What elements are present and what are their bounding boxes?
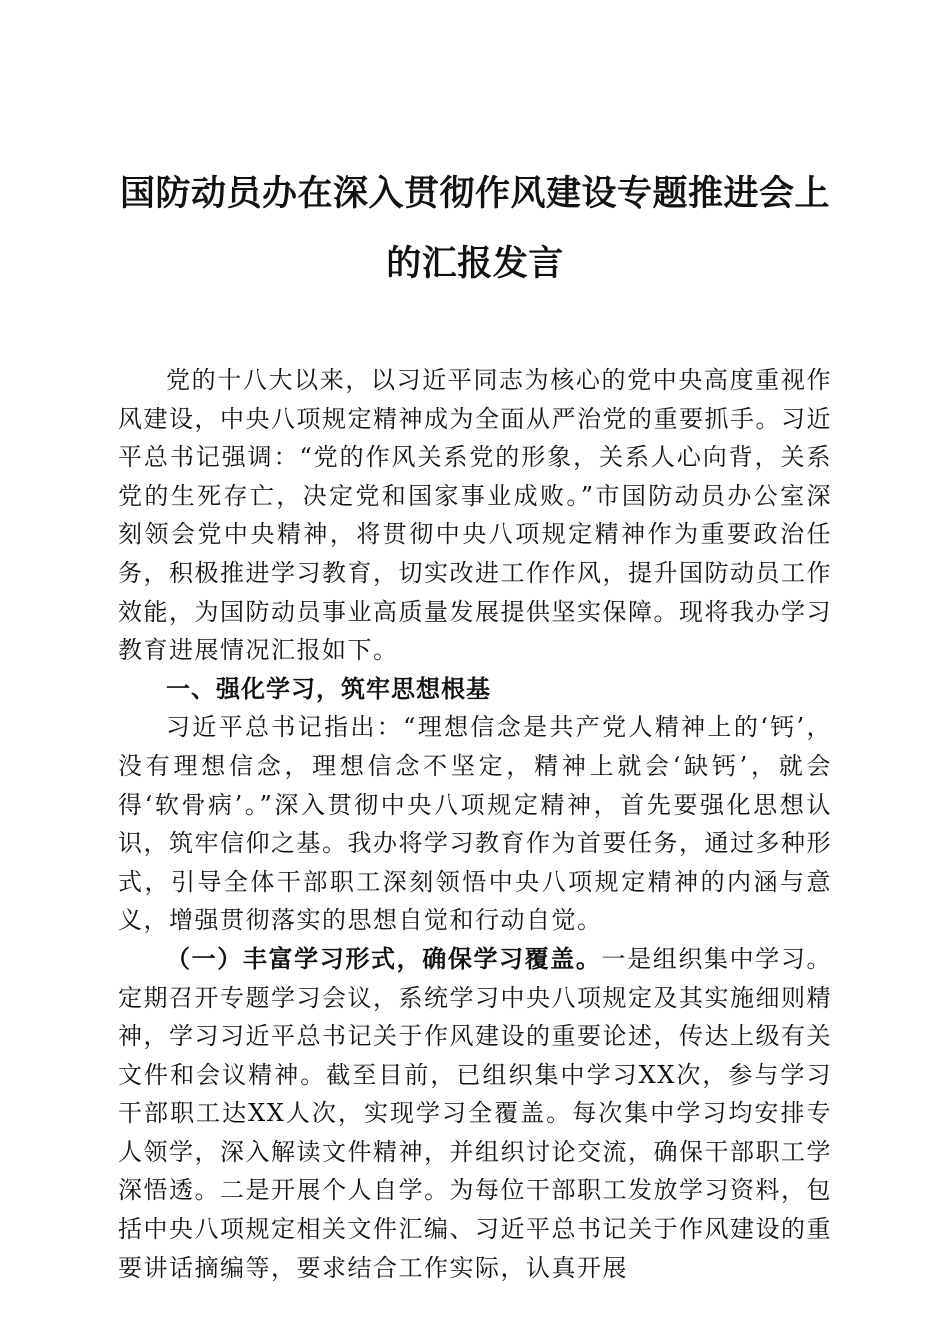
subsection-1-text: 一是组织集中学习。定期召开专题学习会议，系统学习中央八项规定及其实施细则精神，学习习近平总书记关于作风建设的重要论述，传达上级有关文件和会议精神。截至目前，已组织集中学习XX次，参与学习干部职工达XX人次，实现学习全覆盖。每次集中学习均安排专人领学，深入解读文件精神，并组织讨论交流，确保干部职工学深悟透。二是开展个人自学。为每位干部职工发放学习资料，包括中央八项规定相关文件汇编、习近平总书记关于作风建设的重要讲话摘编等，要求结合工作实际，认真开展 [118,944,833,1282]
document-title-line-1: 国防动员办在深入贯彻作风建设专题推进会上 [119,173,830,214]
section-1-heading: 一、强化学习，筑牢思想根基 [166,674,491,703]
intro-paragraph: 党的十八大以来，以习近平同志为核心的党中央高度重视作风建设，中央八项规定精神成为全面从严治党的重要抓手。习近平总书记强调：“党的作风关系党的形象，关系人心向背，关系党的生死存亡，决定党和国家事业成败。”市国防动员办公室深刻领会党中央精神，将贯彻中央八项规定精神作为重要政治任务，积极推进学习教育，切实改进工作作风，提升国防动员工作效能，为国防动员事业高质量发展提供坚实保障。现将我办学习教育进展情况汇报如下。 [118,366,832,665]
subsection-1-paragraph [118,940,832,1287]
document-body [118,361,832,1287]
subsection-1-heading: （一）丰富学习形式，确保学习覆盖。 [166,943,602,973]
section-1-paragraph: 习近平总书记指出：“理想信念是共产党人精神上的‘钙’，没有理想信念，理想信念不坚定，精神上就会‘缺钙’，就会得‘软骨病’。”深入贯彻中央八项规定精神，首先要强化思想认识，筑牢信仰之基。我办将学习教育作为首要任务，通过多种形式，引导全体干部职工深刻领悟中央八项规定精神的内涵与意义，增强贯彻落实的思想自觉和行动自觉。 [118,713,832,935]
document-title-line-2: 的汇报发言 [386,243,564,284]
